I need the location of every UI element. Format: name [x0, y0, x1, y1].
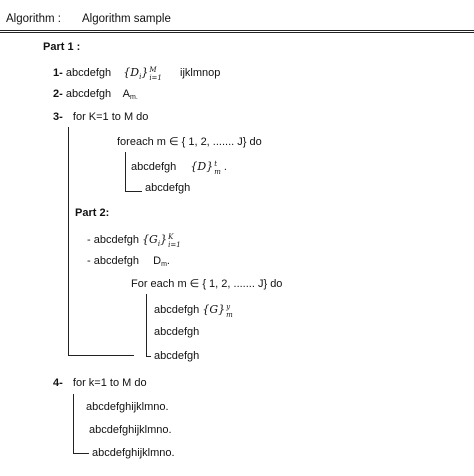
part1-heading: Part 1 : [43, 41, 81, 53]
step1 [53, 66, 220, 82]
part2-line2-var: D [153, 255, 162, 267]
part2-inner-bracket [146, 294, 147, 357]
step3-inner1-math: {D} [190, 160, 214, 173]
step1-text: abcdefgh [65, 67, 112, 79]
step4-number: 4- [53, 377, 63, 389]
part2-heading: Part 2: [75, 207, 110, 219]
algorithm-label: Algorithm : [6, 13, 61, 25]
part2-inner1-math: {G} [202, 303, 226, 316]
part2-line2: - abcdefgh Dm. [87, 255, 170, 268]
step4-line1: abcdefghijklmno. [86, 401, 169, 413]
step4-bracket [73, 394, 74, 454]
step3-outer-bracket [68, 127, 69, 355]
part2-line1: - abcdefgh $\{G_i\}$ K i=1 [87, 233, 181, 249]
step1-math-limits: M i=1 [149, 66, 162, 82]
step3-inner1-math-limits: t m [214, 160, 221, 176]
part2-line2-text: abcdefgh [93, 255, 139, 267]
step3-inner2: abcdefgh [145, 182, 191, 194]
part2-inner1 [154, 303, 233, 319]
step2-number: 2- [53, 88, 63, 100]
part2-inner3: abcdefgh [154, 350, 200, 362]
part2-line1-text: abcdefgh [93, 234, 139, 246]
part2-line1-math: $\{G_i\}$ [142, 233, 168, 248]
step3-inner-bracket-foot [125, 191, 142, 192]
step4-text: for k=1 to M do [72, 377, 147, 389]
part2-line1-math-limits: K i=1 [168, 233, 181, 249]
part2-inner1-math-limits: y m [226, 303, 233, 319]
part2-foreach: For each m ∈ { 1, 2, ....... J} do [131, 278, 283, 290]
step4-bracket-foot [73, 453, 89, 454]
step3-inner-bracket [125, 152, 126, 192]
header-rule-top [0, 30, 474, 31]
step3-foreach: foreach m ∈ { 1, 2, ....... J} do [117, 136, 262, 148]
step4 [53, 378, 147, 389]
step2: 2- abcdefgh Am. [53, 88, 138, 101]
step3 [53, 112, 148, 123]
step4-line3: abcdefghijklmno. [92, 447, 175, 459]
part2-inner1-text: abcdefgh [154, 304, 200, 316]
algorithm-title: Algorithm sample [82, 13, 171, 25]
step1-number: 1- [53, 67, 63, 79]
step1-math: $\{D_i\}$ [123, 66, 149, 81]
step2-var-sub: m [129, 94, 136, 101]
step3-inner1: abcdefgh {D} t m . [131, 160, 227, 176]
step4-line2: abcdefghijklmno. [89, 424, 172, 436]
step1-tail: ijklmnop [180, 67, 221, 79]
part2-line2-var-sub: m [161, 261, 167, 268]
step3-outer-bracket-foot [68, 355, 134, 356]
part2-inner2: abcdefgh [154, 326, 200, 338]
step3-number: 3- [53, 111, 63, 123]
header-rule-bottom [0, 32, 474, 33]
step2-text: abcdefgh [65, 88, 112, 100]
part2-inner-bracket-foot [146, 356, 151, 357]
step3-inner1-text: abcdefgh [131, 161, 177, 173]
step3-text: for K=1 to M do [72, 111, 149, 123]
step2-var: A [122, 88, 130, 100]
